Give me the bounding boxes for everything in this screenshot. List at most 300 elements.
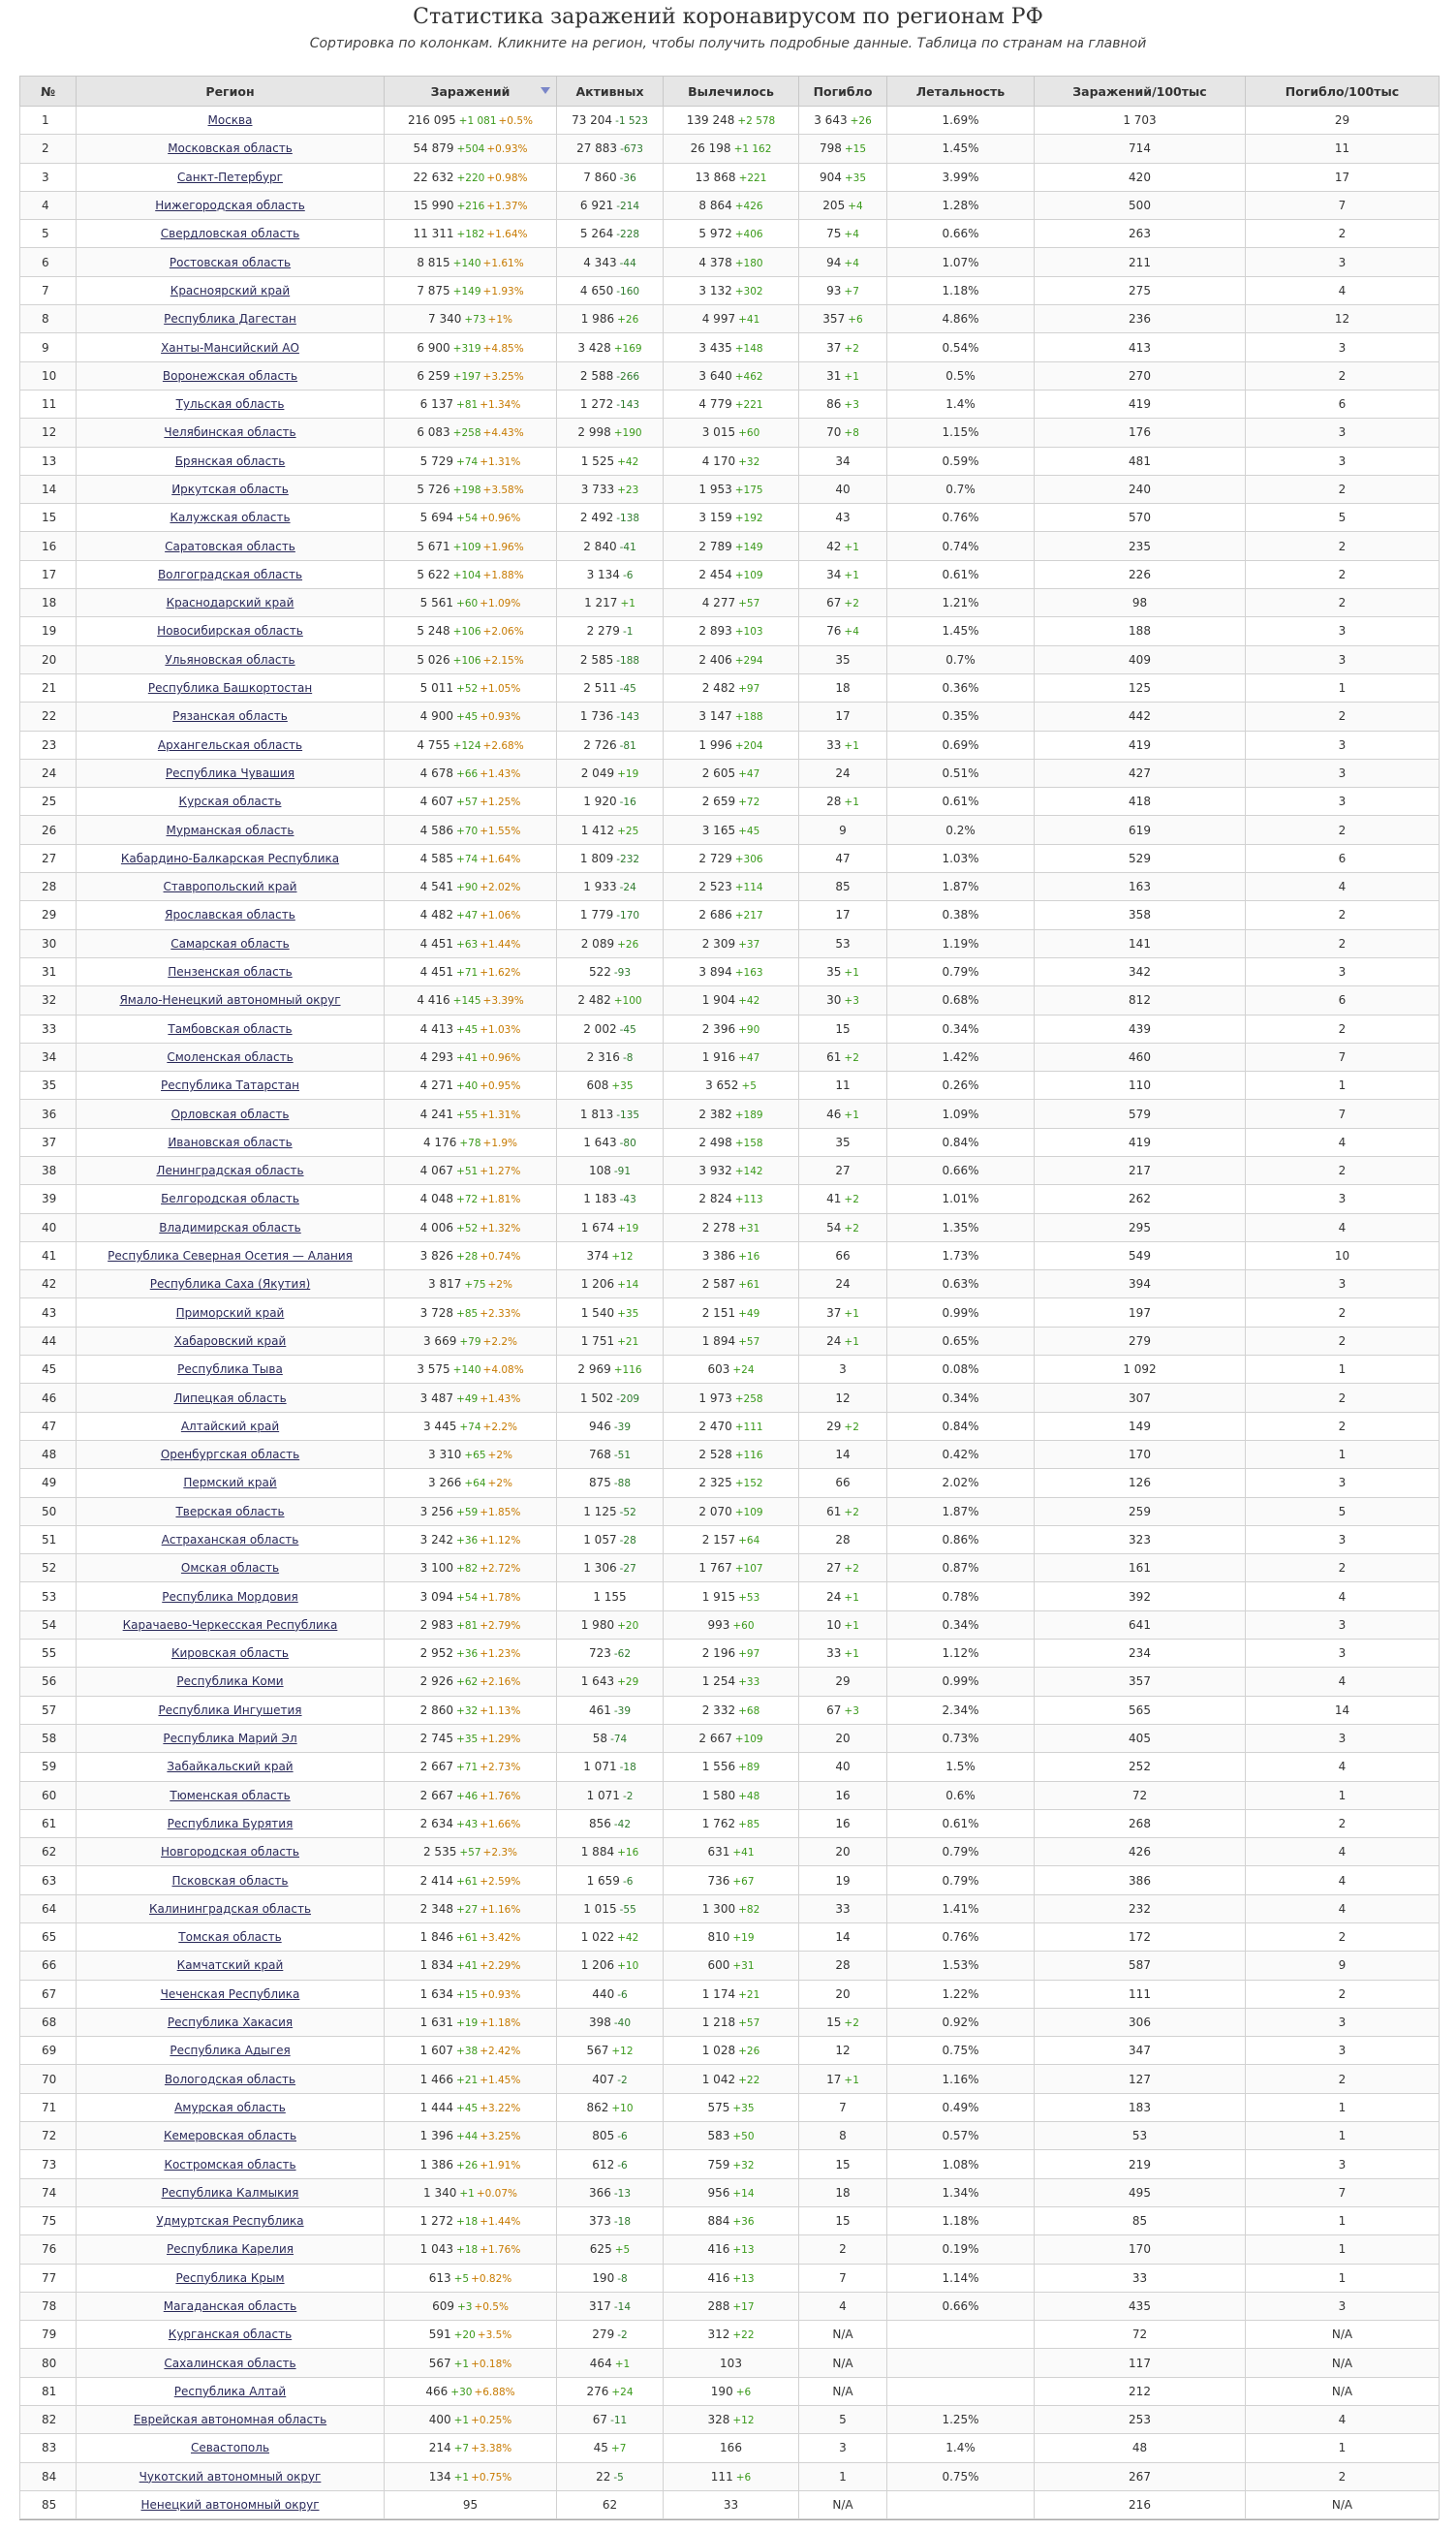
infected-delta-percent: +3.25% xyxy=(482,370,524,383)
recovered-delta: +19 xyxy=(732,1932,755,1945)
recovered-value: 1 254 xyxy=(701,1674,736,1689)
infected-value: 4 067 xyxy=(419,1164,454,1178)
recovered-cell xyxy=(664,1015,799,1043)
infected-per-100k-cell: 439 xyxy=(1035,1015,1246,1043)
region-link[interactable]: Краснодарский край xyxy=(166,596,294,610)
active-cell xyxy=(557,2406,664,2434)
table-row xyxy=(20,703,1440,731)
recovered-cell xyxy=(664,1554,799,1582)
region-link[interactable]: Новосибирская область xyxy=(157,624,303,639)
region-link[interactable]: Пензенская область xyxy=(168,965,293,980)
deaths-per-100k-cell: 2 xyxy=(1246,1298,1440,1327)
active-delta: +42 xyxy=(617,1932,639,1945)
deaths-per-100k-cell: 2 xyxy=(1246,816,1440,844)
infected-value: 3 310 xyxy=(428,1448,462,1462)
active-value: 1 751 xyxy=(580,1333,615,1348)
deaths-per-100k-cell: 1 xyxy=(1246,2235,1440,2264)
active-delta: -39 xyxy=(613,1704,632,1717)
infected-delta: +19 xyxy=(456,2017,479,2030)
infected-delta: +106 xyxy=(452,654,481,667)
table-row xyxy=(20,1412,1440,1440)
column-header-infected[interactable] xyxy=(385,77,557,107)
recovered-value: 3 132 xyxy=(698,283,732,297)
active-cell xyxy=(557,1610,664,1639)
deaths-value: 30 xyxy=(826,993,842,1008)
region-cell xyxy=(77,1213,385,1241)
table-row xyxy=(20,1668,1440,1696)
deaths-per-100k-cell: 2 xyxy=(1246,1809,1440,1837)
region-link[interactable]: Ставропольский край xyxy=(163,880,297,894)
region-link[interactable]: Кировская область xyxy=(170,1646,289,1661)
region-cell xyxy=(77,1866,385,1894)
region-link[interactable]: Псковская область xyxy=(171,1873,289,1888)
infected-delta-percent: +1.93% xyxy=(482,285,524,297)
column-header-infected-per-100k[interactable]: Заражений/100тыс xyxy=(1035,77,1246,107)
region-cell xyxy=(77,220,385,248)
deaths-cell xyxy=(799,2349,887,2377)
region-link[interactable]: Ненецкий автономный округ xyxy=(140,2498,320,2513)
deaths-cell xyxy=(799,2093,887,2121)
infected-value: 6 137 xyxy=(419,397,454,412)
infected-cell xyxy=(385,1356,557,1384)
recovered-value: 2 605 xyxy=(701,766,736,780)
region-link[interactable]: Еврейская автономная область xyxy=(133,2413,327,2427)
region-cell xyxy=(77,191,385,219)
region-link[interactable]: Новгородская область xyxy=(161,1845,299,1859)
region-link[interactable]: Калужская область xyxy=(170,511,291,525)
region-link[interactable]: Республика Алтай xyxy=(173,2384,287,2398)
infected-value: 2 535 xyxy=(422,1845,457,1859)
recovered-cell xyxy=(664,1809,799,1837)
deaths-delta: +2 xyxy=(844,342,859,355)
region-link[interactable]: Республика Мордовия xyxy=(162,1589,298,1604)
recovered-delta: +48 xyxy=(738,1790,760,1802)
region-link[interactable]: Волгоградская область xyxy=(157,567,303,581)
region-link[interactable]: Республика Тыва xyxy=(177,1362,283,1377)
region-link[interactable]: Мурманская область xyxy=(166,823,294,837)
region-link[interactable]: Республика Крым xyxy=(175,2270,285,2285)
column-header-region[interactable]: Регион xyxy=(77,77,385,107)
region-link[interactable]: Республика Северная Осетия — Алания xyxy=(108,1249,353,1264)
region-link[interactable]: Тульская область xyxy=(175,397,285,412)
region-link[interactable]: Республика Карелия xyxy=(166,2242,294,2257)
fatality-cell: 1.12% xyxy=(887,1640,1035,1668)
deaths-value: 3 xyxy=(839,1362,847,1377)
active-cell xyxy=(557,1270,664,1298)
region-cell xyxy=(77,2349,385,2377)
recovered-delta: +306 xyxy=(734,853,763,865)
infected-cell xyxy=(385,2406,557,2434)
deaths-delta: +2 xyxy=(844,1222,859,1234)
region-link[interactable]: Сахалинская область xyxy=(164,2356,296,2370)
infected-delta: +43 xyxy=(456,1818,479,1830)
deaths-value: 8 xyxy=(839,2129,847,2143)
active-cell xyxy=(557,844,664,872)
active-value: 1 015 xyxy=(583,1901,617,1916)
region-link[interactable]: Ярославская область xyxy=(165,908,295,922)
region-link[interactable]: Челябинская область xyxy=(164,425,296,440)
active-delta: -16 xyxy=(619,797,636,809)
region-link[interactable]: Республика Бурятия xyxy=(167,1816,294,1830)
active-cell xyxy=(557,929,664,957)
region-link[interactable]: Ростовская область xyxy=(169,255,292,269)
deaths-delta: +4 xyxy=(844,626,859,639)
region-link[interactable]: Костромская область xyxy=(164,2157,296,2172)
region-link[interactable]: Вологодская область xyxy=(164,2072,296,2086)
column-header-recovered[interactable]: Вылечилось xyxy=(664,77,799,107)
infected-delta-percent: +3.58% xyxy=(482,484,524,496)
row-number: 17 xyxy=(20,560,77,588)
region-link[interactable]: Кабардино-Балкарская Республика xyxy=(120,851,340,865)
active-cell xyxy=(557,673,664,702)
region-link[interactable]: Нижегородская область xyxy=(155,199,305,213)
active-cell xyxy=(557,2462,664,2490)
deaths-cell xyxy=(799,2150,887,2178)
infected-delta-percent: +3.25% xyxy=(480,2131,521,2143)
row-number: 51 xyxy=(20,1525,77,1553)
row-number: 66 xyxy=(20,1952,77,1980)
region-link[interactable]: Чукотский автономный округ xyxy=(139,2469,322,2484)
deaths-per-100k-cell: 3 xyxy=(1246,957,1440,985)
deaths-cell xyxy=(799,135,887,163)
active-cell xyxy=(557,1809,664,1837)
recovered-value: 3 435 xyxy=(698,340,732,355)
deaths-cell xyxy=(799,2008,887,2036)
region-link[interactable]: Воронежская область xyxy=(162,368,298,383)
row-number: 73 xyxy=(20,2150,77,2178)
region-link[interactable]: Омская область xyxy=(180,1561,280,1576)
region-link[interactable]: Республика Хакасия xyxy=(167,2015,294,2030)
fatality-cell: 0.5% xyxy=(887,361,1035,390)
region-link[interactable]: Республика Адыгея xyxy=(170,2044,291,2058)
region-link[interactable]: Курская область xyxy=(178,795,282,809)
recovered-cell xyxy=(664,703,799,731)
region-link[interactable]: Республика Ингушетия xyxy=(158,1703,302,1717)
region-link[interactable]: Хабаровский край xyxy=(173,1333,287,1348)
deaths-per-100k-cell: 7 xyxy=(1246,1043,1440,1071)
region-link[interactable]: Республика Марий Эл xyxy=(163,1732,297,1746)
region-link[interactable]: Ульяновская область xyxy=(165,652,295,667)
region-link[interactable]: Томская область xyxy=(178,1930,282,1945)
recovered-cell xyxy=(664,504,799,532)
deaths-per-100k-cell: 2 xyxy=(1246,560,1440,588)
fatality-cell: 2.34% xyxy=(887,1696,1035,1724)
active-cell xyxy=(557,2264,664,2292)
fatality-cell xyxy=(887,2321,1035,2349)
region-link[interactable]: Брянская область xyxy=(174,453,286,468)
deaths-delta: +1 xyxy=(844,569,859,581)
region-link[interactable]: Республика Коми xyxy=(176,1674,284,1689)
column-header-number[interactable]: № xyxy=(20,77,77,107)
region-link[interactable]: Ямало-Ненецкий автономный округ xyxy=(119,993,341,1008)
region-link[interactable]: Оренбургская область xyxy=(160,1448,300,1462)
region-link[interactable]: Севастополь xyxy=(190,2441,270,2455)
region-link[interactable]: Республика Чувашия xyxy=(165,766,295,780)
region-link[interactable]: Курганская область xyxy=(168,2328,293,2342)
infected-per-100k-cell: 495 xyxy=(1035,2178,1246,2206)
column-header-deaths-per-100k[interactable]: Погибло/100тыс xyxy=(1246,77,1440,107)
fatality-cell: 0.61% xyxy=(887,1809,1035,1837)
region-link[interactable]: Республика Саха (Якутия) xyxy=(149,1277,311,1292)
row-number: 54 xyxy=(20,1610,77,1639)
region-cell xyxy=(77,844,385,872)
recovered-delta: +142 xyxy=(734,1166,763,1178)
fatality-cell: 0.26% xyxy=(887,1072,1035,1100)
deaths-cell xyxy=(799,1668,887,1696)
active-delta: +19 xyxy=(617,1222,639,1234)
active-cell xyxy=(557,2037,664,2065)
row-number: 75 xyxy=(20,2206,77,2234)
infected-cell xyxy=(385,1100,557,1128)
active-delta: -91 xyxy=(613,1166,632,1178)
region-link[interactable]: Удмуртская Республика xyxy=(156,2214,304,2229)
region-link[interactable]: Красноярский край xyxy=(170,283,291,297)
infected-value: 1 396 xyxy=(419,2129,454,2143)
region-link[interactable]: Ивановская область xyxy=(168,1135,293,1149)
table-row xyxy=(20,1753,1440,1781)
deaths-cell xyxy=(799,901,887,929)
recovered-cell xyxy=(664,2178,799,2206)
infected-value: 1 444 xyxy=(419,2100,454,2114)
deaths-delta: +3 xyxy=(844,399,859,412)
deaths-per-100k-cell: 3 xyxy=(1246,1610,1440,1639)
recovered-delta: +258 xyxy=(734,1392,763,1405)
active-delta: -43 xyxy=(619,1194,636,1206)
infected-per-100k-cell: 53 xyxy=(1035,2122,1246,2150)
table-row xyxy=(20,2235,1440,2264)
infected-value: 4 176 xyxy=(422,1135,457,1149)
row-number: 55 xyxy=(20,1640,77,1668)
region-link[interactable]: Москва xyxy=(207,113,253,128)
column-header-active[interactable]: Активных xyxy=(557,77,664,107)
fatality-cell: 1.16% xyxy=(887,2065,1035,2093)
recovered-value: 4 378 xyxy=(698,255,732,269)
deaths-per-100k-cell: 7 xyxy=(1246,191,1440,219)
region-link[interactable]: Кемеровская область xyxy=(163,2129,297,2143)
region-link[interactable]: Саратовская область xyxy=(165,539,295,553)
infected-cell xyxy=(385,361,557,390)
recovered-cell xyxy=(664,1525,799,1553)
region-link[interactable]: Амурская область xyxy=(174,2100,286,2114)
infected-cell xyxy=(385,2122,557,2150)
infected-delta: +36 xyxy=(456,1534,479,1547)
region-link[interactable]: Чеченская Республика xyxy=(160,1986,300,2001)
recovered-delta: +67 xyxy=(732,1875,755,1888)
infected-value: 11 311 xyxy=(413,227,454,241)
column-header-deaths[interactable]: Погибло xyxy=(799,77,887,107)
region-link[interactable]: Владимирская область xyxy=(159,1220,301,1234)
region-link[interactable]: Магаданская область xyxy=(163,2299,297,2313)
deaths-value: 34 xyxy=(826,567,842,581)
deaths-value: 12 xyxy=(835,2044,851,2058)
deaths-cell xyxy=(799,929,887,957)
recovered-value: 583 xyxy=(707,2129,730,2143)
infected-value: 4 678 xyxy=(419,766,454,780)
infected-per-100k-cell: 619 xyxy=(1035,816,1246,844)
region-link[interactable]: Камчатский край xyxy=(176,1958,284,1973)
region-link[interactable]: Ленинградская область xyxy=(156,1164,304,1178)
region-cell xyxy=(77,2093,385,2121)
active-delta: -8 xyxy=(617,2272,628,2285)
region-link[interactable]: Карачаево-Черкесская Республика xyxy=(122,1617,338,1632)
region-link[interactable]: Республика Татарстан xyxy=(161,1078,299,1093)
recovered-cell xyxy=(664,986,799,1015)
infected-delta-percent: +2.33% xyxy=(480,1307,521,1320)
fatality-cell: 0.63% xyxy=(887,1270,1035,1298)
recovered-cell xyxy=(664,1952,799,1980)
deaths-cell xyxy=(799,532,887,560)
fatality-cell: 2.02% xyxy=(887,1469,1035,1497)
infected-cell xyxy=(385,873,557,901)
region-link[interactable]: Санкт-Петербург xyxy=(177,170,283,184)
infected-delta: +54 xyxy=(456,513,479,525)
table-row xyxy=(20,2150,1440,2178)
infected-cell xyxy=(385,759,557,787)
recovered-value: 2 523 xyxy=(698,880,732,894)
recovered-cell xyxy=(664,191,799,219)
row-number: 85 xyxy=(20,2490,77,2518)
infected-cell xyxy=(385,645,557,673)
region-link[interactable]: Астраханская область xyxy=(161,1532,299,1547)
deaths-value: 20 xyxy=(835,1732,851,1746)
region-link[interactable]: Республика Калмыкия xyxy=(161,2185,299,2200)
column-header-fatality[interactable]: Летальность xyxy=(887,77,1035,107)
deaths-delta: +2 xyxy=(844,1421,859,1433)
deaths-per-100k-cell: 2 xyxy=(1246,361,1440,390)
table-row xyxy=(20,2490,1440,2518)
infected-delta: +78 xyxy=(459,1137,481,1149)
deaths-value: 40 xyxy=(835,1760,851,1774)
deaths-per-100k-cell: 1 xyxy=(1246,2434,1440,2462)
active-delta: -55 xyxy=(619,1903,636,1916)
active-value: 1 071 xyxy=(583,1760,617,1774)
table-row xyxy=(20,1156,1440,1184)
deaths-value: 27 xyxy=(835,1164,851,1178)
infected-value: 7 340 xyxy=(428,312,462,327)
deaths-delta: +35 xyxy=(844,172,867,184)
recovered-cell xyxy=(664,816,799,844)
region-link[interactable]: Орловская область xyxy=(170,1107,290,1121)
infected-cell xyxy=(385,1525,557,1553)
table-row xyxy=(20,1327,1440,1355)
infected-cell xyxy=(385,929,557,957)
infected-value: 3 817 xyxy=(428,1277,462,1292)
region-link[interactable]: Архангельская область xyxy=(157,737,303,752)
infected-per-100k-cell: 226 xyxy=(1035,560,1246,588)
recovered-delta: +149 xyxy=(734,541,763,553)
infected-delta-percent: +1.55% xyxy=(480,825,521,837)
deaths-delta: +7 xyxy=(844,285,859,297)
region-link[interactable]: Ханты-Мансийский АО xyxy=(161,340,299,355)
infected-value: 4 048 xyxy=(419,1192,454,1206)
recovered-value: 1 973 xyxy=(698,1390,732,1405)
deaths-value: 798 xyxy=(819,141,842,156)
infected-per-100k-cell: 72 xyxy=(1035,2321,1246,2349)
active-value: 1 884 xyxy=(580,1845,615,1859)
region-link[interactable]: Иркутская область xyxy=(171,483,289,496)
region-link[interactable]: Белгородская область xyxy=(161,1192,299,1206)
deaths-per-100k-cell: 1 xyxy=(1246,2206,1440,2234)
active-value: 875 xyxy=(588,1476,611,1490)
row-number: 19 xyxy=(20,617,77,645)
table-row xyxy=(20,1185,1440,1213)
row-number: 10 xyxy=(20,361,77,390)
fatality-cell xyxy=(887,2377,1035,2405)
region-link[interactable]: Республика Дагестан xyxy=(164,312,296,327)
recovered-cell xyxy=(664,2377,799,2405)
infected-delta-percent: +2.02% xyxy=(480,882,521,894)
row-number: 18 xyxy=(20,589,77,617)
active-cell xyxy=(557,1696,664,1724)
region-link[interactable]: Приморский край xyxy=(175,1305,285,1320)
region-link[interactable]: Пермский край xyxy=(183,1476,277,1490)
infected-cell xyxy=(385,447,557,475)
region-link[interactable]: Тюменская область xyxy=(170,1788,291,1802)
infected-delta-percent: +0.07% xyxy=(476,2187,517,2200)
region-link[interactable]: Тверская область xyxy=(175,1504,285,1518)
active-delta: -170 xyxy=(616,910,640,922)
region-cell xyxy=(77,2150,385,2178)
deaths-cell xyxy=(799,1497,887,1525)
deaths-per-100k-cell: 2 xyxy=(1246,1554,1440,1582)
fatality-cell: 0.76% xyxy=(887,504,1035,532)
deaths-per-100k-cell: 3 xyxy=(1246,1724,1440,1752)
infected-per-100k-cell: 481 xyxy=(1035,447,1246,475)
table-row xyxy=(20,447,1440,475)
region-link[interactable]: Рязанская область xyxy=(172,709,288,724)
region-link[interactable]: Самарская область xyxy=(170,936,290,951)
region-link[interactable]: Московская область xyxy=(168,141,293,156)
recovered-cell xyxy=(664,447,799,475)
recovered-cell xyxy=(664,1469,799,1497)
infected-per-100k-cell: 211 xyxy=(1035,248,1246,276)
region-link[interactable]: Калининградская область xyxy=(148,1901,312,1916)
infected-delta: +20 xyxy=(453,2329,476,2342)
infected-value: 2 348 xyxy=(419,1901,454,1916)
infected-cell xyxy=(385,2235,557,2264)
region-link[interactable]: Липецкая область xyxy=(173,1390,287,1405)
region-link[interactable]: Республика Башкортостан xyxy=(147,681,313,696)
table-row xyxy=(20,1525,1440,1553)
infected-delta: +52 xyxy=(456,1222,479,1234)
recovered-delta: +111 xyxy=(734,1421,763,1433)
deaths-per-100k-cell: 3 xyxy=(1246,645,1440,673)
deaths-per-100k-cell: 1 xyxy=(1246,1440,1440,1468)
recovered-value: 416 xyxy=(707,2242,730,2257)
region-link[interactable]: Алтайский край xyxy=(180,1419,280,1433)
deaths-cell xyxy=(799,703,887,731)
deaths-delta: +1 xyxy=(844,370,859,383)
infected-value: 3 826 xyxy=(419,1249,454,1264)
recovered-value: 3 159 xyxy=(698,511,732,525)
infected-cell xyxy=(385,1270,557,1298)
region-link[interactable]: Смоленская область xyxy=(167,1049,294,1064)
recovered-cell xyxy=(664,1412,799,1440)
deaths-cell xyxy=(799,276,887,304)
region-link[interactable]: Тамбовская область xyxy=(168,1021,293,1036)
deaths-cell xyxy=(799,1412,887,1440)
fatality-cell: 1.87% xyxy=(887,1497,1035,1525)
row-number: 81 xyxy=(20,2377,77,2405)
infected-delta-percent: +2.3% xyxy=(482,1847,517,1859)
active-delta: -88 xyxy=(613,1478,632,1490)
region-link[interactable]: Свердловская область xyxy=(160,227,300,241)
region-cell xyxy=(77,1980,385,2008)
region-link[interactable]: Забайкальский край xyxy=(167,1760,294,1774)
row-number: 77 xyxy=(20,2264,77,2292)
fatality-cell: 0.79% xyxy=(887,957,1035,985)
infected-per-100k-cell: 197 xyxy=(1035,1298,1246,1327)
